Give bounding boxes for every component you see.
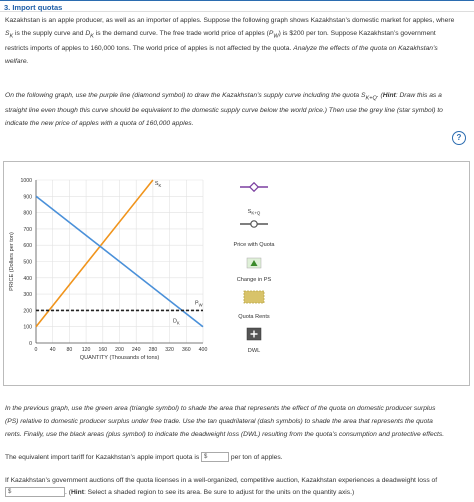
tariff-question	[5, 452, 283, 462]
y-tick-label: 600	[23, 243, 32, 250]
intro-line-1: Kazakhstan is an apple producer, as well as an importer of apples. Suppose the following graph shows Kazakhstan’s domestic market for apples, where	[5, 17, 455, 24]
auction-question-line-1: If Kazakhstan’s government auctions off the quota licenses in a well-organized, competitive auction, Kazakhstan experiences a deadweight loss of	[5, 477, 438, 484]
intro-line-2: $S_K$ is the supply curve and $D_K$ is the demand curve. The free trade world price of apples $(P_W)$ is $200 per ton. Suppose Kazakhstan’s government	[5, 29, 436, 40]
label-supply: $S_K$	[154, 181, 162, 188]
section-header	[0, 0, 474, 12]
followup-line-1: In the previous graph, use the green area (triangle symbol) to shade the area that represents the effect of the quota on domestic producer surplus	[5, 405, 436, 412]
y-tick-label: 1000	[20, 178, 32, 184]
section-title: 3. Import quotas	[4, 3, 63, 12]
instructions-line-2: straight line even though this curve should be equivalent to the domestic supply curve below the world price.) Then use the grey line (star symbol) to	[5, 107, 443, 115]
intro-line-4: welfare.	[5, 57, 29, 65]
tariff-input[interactable]: $	[201, 452, 229, 462]
hint-label: Hint	[70, 489, 84, 496]
followup-line-3: rents. Finally, use the black areas (plus symbol) to indicate the deadweight loss (DWL) resulting from the quota’s consumption and protective effects.	[5, 430, 445, 438]
followup-line-2: (PS) relative to domestic producer surplus under free trade. Use the tan quadrilateral (dash symbols) to shade the area that represents the quota	[5, 417, 433, 425]
instructions-line-1: On the following graph, use the purple line (diamond symbol) to draw the Kazakhstan’s supply curve including the quota $S_{K+Q}$. (Hint: Draw this as a	[5, 92, 442, 102]
x-tick-label: 400	[198, 347, 208, 353]
intro-paragraph	[5, 15, 471, 69]
help-icon[interactable]: ?	[452, 131, 466, 145]
x-tick-label: 200	[115, 347, 124, 353]
label-demand: $D_K$	[173, 318, 180, 326]
y-tick-label: 400	[23, 275, 32, 282]
y-tick-label: 800	[23, 210, 32, 217]
palette-label-change-ps: Change in PS	[236, 277, 272, 283]
palette-label-sk: $S_{K+Q}$	[247, 209, 261, 216]
x-tick-label: 80	[66, 347, 73, 353]
palette-label-price-quota: Price with Quota	[233, 242, 275, 248]
x-tick-label: 360	[181, 347, 191, 353]
followup-paragraph	[5, 403, 471, 441]
x-tick-label: 0	[34, 347, 38, 353]
intro-line-3: restricts imports of apples to 160,000 tons. The world price of apples is not affected by the quota. Analyze the effects of the quota on Kazakhstan’s	[5, 44, 438, 52]
tariff-question-pre: The equivalent import tariff for Kazakhstan’s apple import quota is	[5, 453, 202, 461]
palette-label-dwl: DWL	[247, 348, 261, 354]
y-tick-label: 500	[23, 259, 32, 266]
x-tick-label: 120	[81, 347, 91, 353]
y-tick-label: 300	[23, 292, 32, 299]
y-tick-label: 700	[23, 226, 32, 233]
x-axis-label: QUANTITY (Thousands of tons)	[79, 355, 160, 361]
y-tick-label: 900	[23, 194, 32, 201]
x-tick-label: 40	[49, 347, 56, 353]
auction-question: If Kazakhstan’s government auctions off the quota licenses in a well-organized, competitive auction, Kazakhstan experiences a deadweight loss of $ . (Hint: Select a shaded region to see its area. Be sure to adjust for the units on the quantity axis.)	[5, 477, 438, 496]
y-tick-label: 200	[23, 308, 32, 315]
instructions-line-3: indicate the new price of apples with a quota of 160,000 apples.	[5, 119, 194, 127]
instructions-paragraph	[5, 90, 471, 131]
x-tick-label: 160	[98, 347, 108, 353]
x-tick-label: 320	[165, 347, 174, 353]
tariff-question-post: per ton of apples.	[229, 453, 283, 461]
label-world-price: $P_W$	[195, 300, 203, 308]
y-tick-label: 100	[23, 324, 32, 331]
x-tick-label: 280	[148, 347, 158, 353]
palette-label-quota-rents: Quota Rents	[238, 314, 270, 320]
dwl-input[interactable]: $	[5, 487, 65, 497]
y-axis-label: PRICE (Dollars per ton)	[9, 232, 15, 291]
supply-demand-chart[interactable]	[4, 162, 469, 385]
x-tick-label: 240	[131, 347, 141, 353]
graph-panel	[3, 161, 470, 386]
auction-hint-text: : Select a shaded region to see its area. Be sure to adjust for the units on the quantity axis.)	[83, 489, 355, 496]
y-tick-label: 0	[29, 341, 32, 347]
series-line-sk	[36, 180, 153, 327]
